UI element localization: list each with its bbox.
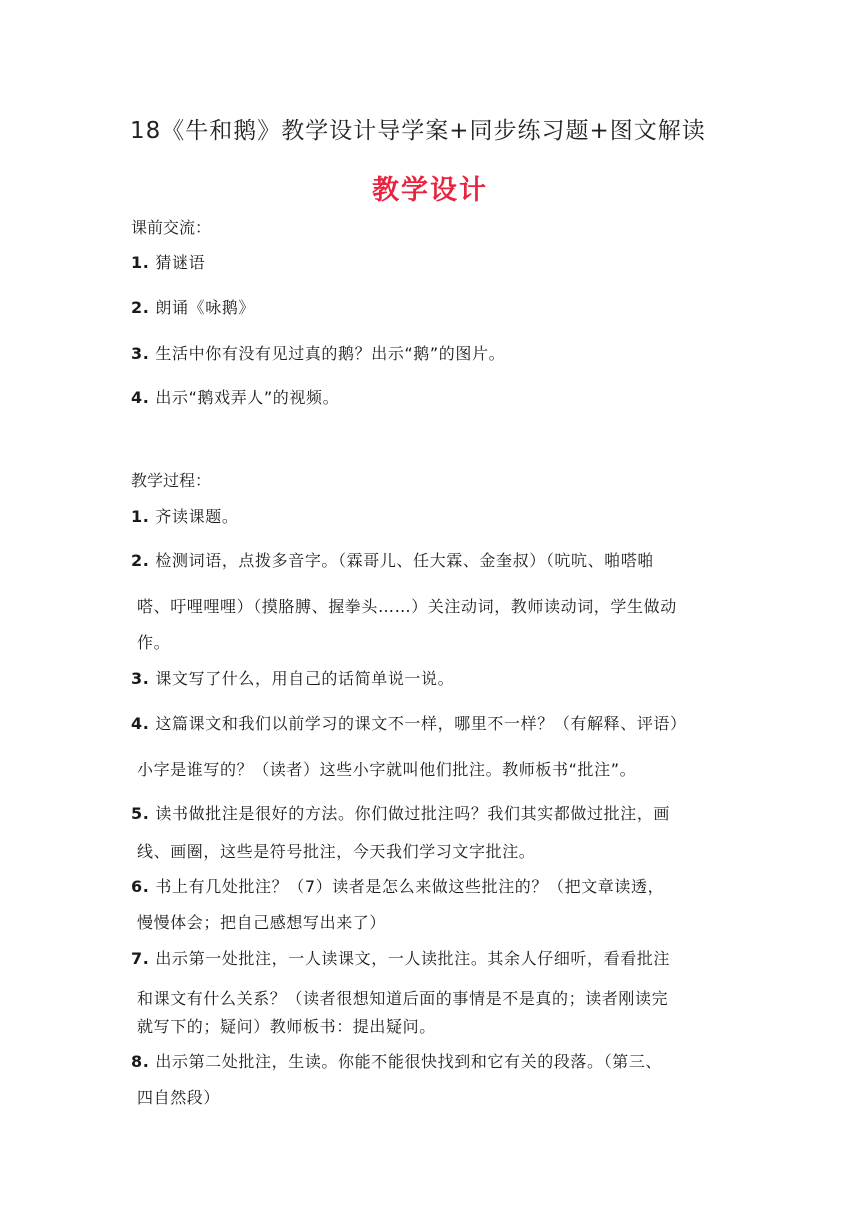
section-title: 教学设计 bbox=[372, 175, 488, 206]
process-line bbox=[131, 711, 733, 734]
item-text: 生活中你有没有见过真的鹅？出示“鹅”的图片。 bbox=[155, 344, 506, 363]
process-line bbox=[131, 1014, 733, 1037]
line-text: 这篇课文和我们以前学习的课文不一样，哪里不一样？（有解释、评语） bbox=[155, 714, 687, 733]
document-title: 18《牛和鹅》教学设计导学案+同步练习题+图文解读 bbox=[130, 118, 706, 144]
process-line bbox=[131, 986, 733, 1009]
line-text: 齐读课题。 bbox=[155, 507, 239, 526]
line-text: 出示第一处批注，一人读课文，一人读批注。其余人仔细听，看看批注 bbox=[155, 949, 671, 968]
process-line bbox=[131, 548, 733, 571]
item-number: 2. bbox=[131, 551, 150, 570]
line-text: 作。 bbox=[137, 633, 171, 652]
pre-class-item bbox=[131, 341, 733, 364]
item-number: 3. bbox=[131, 344, 150, 363]
line-text: 书上有几处批注？（7）读者是怎么来做这些批注的？（把文章读透， bbox=[155, 877, 665, 896]
item-text: 猜谜语 bbox=[155, 253, 206, 272]
item-number: 1. bbox=[131, 507, 150, 526]
process-line bbox=[131, 1085, 733, 1108]
line-text: 读书做批注是很好的方法。你们做过批注吗？我们其实都做过批注，画 bbox=[155, 804, 671, 823]
process-line bbox=[131, 801, 733, 824]
item-number: 4. bbox=[131, 714, 150, 733]
line-text: 小字是谁写的？（读者）这些小字就叫他们批注。教师板书“批注”。 bbox=[137, 760, 637, 779]
item-number: 1. bbox=[131, 253, 150, 272]
item-text: 朗诵《咏鹅》 bbox=[155, 298, 256, 317]
process-line bbox=[131, 630, 733, 653]
item-number: 3. bbox=[131, 669, 150, 688]
line-text: 检测词语，点拨多音字。（霖哥儿、任大霖、金奎叔）（吭吭、啪嗒啪 bbox=[155, 551, 655, 570]
process-line bbox=[131, 839, 733, 862]
item-text: 出示“鹅戏弄人”的视频。 bbox=[155, 388, 340, 407]
line-text: 四自然段） bbox=[137, 1088, 221, 1107]
process-line bbox=[131, 910, 733, 933]
process-line bbox=[131, 666, 733, 689]
item-number: 2. bbox=[131, 298, 150, 317]
process-line bbox=[131, 874, 733, 897]
pre-class-item bbox=[131, 385, 733, 408]
line-text: 课文写了什么，用自己的话简单说一说。 bbox=[155, 669, 455, 688]
process-line bbox=[131, 504, 733, 527]
line-text: 和课文有什么关系？（读者很想知道后面的事情是不是真的；读者刚读完 bbox=[137, 989, 669, 1008]
line-text: 嗒、吁哩哩哩）（摸胳膊、握拳头……）关注动词，教师读动词，学生做动 bbox=[137, 597, 677, 616]
pre-class-heading: 课前交流： bbox=[131, 218, 212, 237]
pre-class-item bbox=[131, 250, 733, 273]
line-text: 就写下的；疑问）教师板书：提出疑问。 bbox=[137, 1017, 436, 1036]
process-line bbox=[131, 946, 733, 969]
line-text: 线、画圈，这些是符号批注，今天我们学习文字批注。 bbox=[137, 842, 536, 861]
line-text: 慢慢体会；把自己感想写出来了） bbox=[137, 913, 387, 932]
process-line bbox=[131, 757, 733, 780]
item-number: 7. bbox=[131, 949, 150, 968]
item-number: 8. bbox=[131, 1052, 150, 1071]
item-number: 4. bbox=[131, 388, 150, 407]
line-text: 出示第二处批注，生读。你能不能很快找到和它有关的段落。（第三、 bbox=[155, 1052, 663, 1071]
process-line bbox=[131, 594, 733, 617]
item-number: 5. bbox=[131, 804, 150, 823]
pre-class-item bbox=[131, 295, 733, 318]
process-line bbox=[131, 1049, 733, 1072]
item-number: 6. bbox=[131, 877, 150, 896]
process-heading: 教学过程： bbox=[131, 471, 212, 490]
